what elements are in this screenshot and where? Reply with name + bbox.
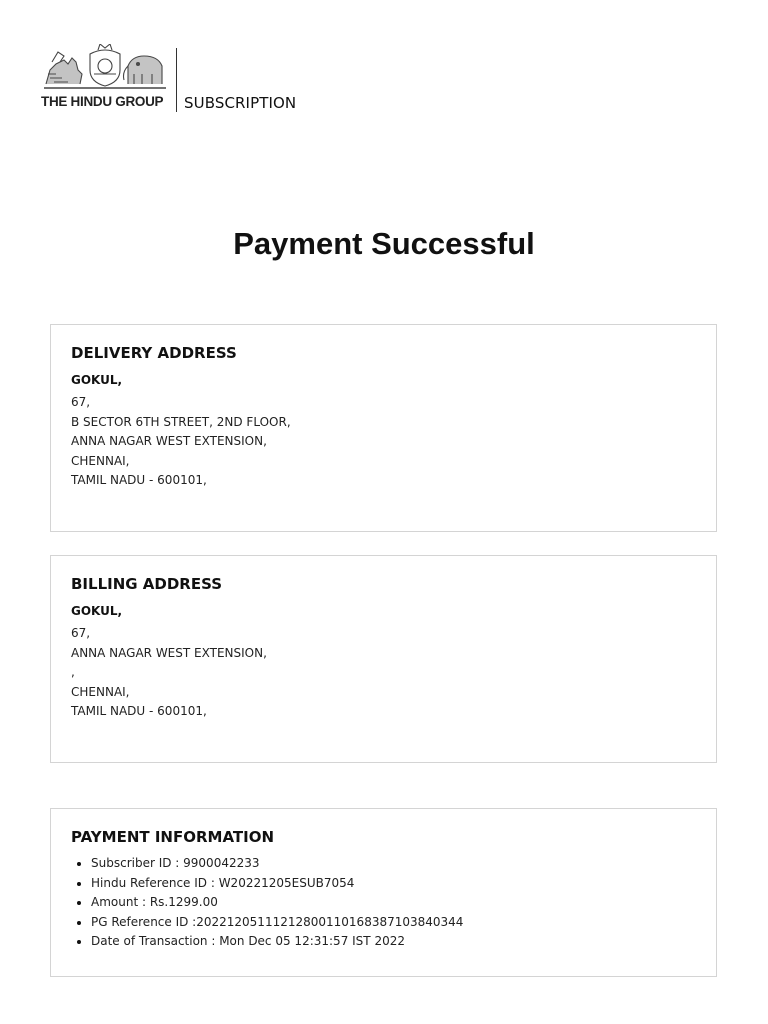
amount-item: • Amount : Rs.1299.00	[91, 893, 696, 913]
billing-address-lines	[71, 624, 696, 722]
billing-address-line: CHENNAI,	[71, 684, 130, 699]
billing-address-line: ,	[71, 665, 75, 679]
product-label: SUBSCRIPTION	[184, 94, 297, 112]
delivery-address-line: ANNA NAGAR WEST EXTENSION,	[71, 434, 267, 448]
billing-address-line: 67,	[71, 626, 91, 640]
billing-address-card	[50, 555, 717, 763]
delivery-address-line: CHENNAI,	[71, 453, 130, 468]
delivery-address-lines	[71, 393, 696, 491]
delivery-address-heading: DELIVERY ADDRESS	[71, 344, 237, 362]
brand-name: THE HINDU GROUP	[41, 94, 164, 109]
delivery-address-line: 67,	[71, 395, 91, 409]
billing-address-heading: BILLING ADDRESS	[71, 575, 223, 593]
subscriber-id-item: • Subscriber ID : 9900042233	[91, 854, 696, 874]
hindu-reference-id-item: • Hindu Reference ID : W20221205ESUB7054	[91, 874, 696, 894]
billing-address-name: GOKUL,	[71, 604, 123, 618]
delivery-address-card	[50, 324, 717, 532]
delivery-address-line: B SECTOR 6TH STREET, 2ND FLOOR,	[71, 414, 291, 429]
billing-address-line: TAMIL NADU - 600101,	[71, 704, 207, 718]
page-title: Payment Successful	[233, 226, 535, 261]
payment-information-heading: PAYMENT INFORMATION	[71, 828, 275, 846]
the-hindu-group-logo[interactable]	[40, 44, 168, 116]
header-divider	[176, 48, 177, 112]
billing-address-line: ANNA NAGAR WEST EXTENSION,	[71, 645, 267, 660]
emblem-icon	[42, 44, 168, 90]
payment-information-card	[50, 808, 717, 977]
transaction-date-item: • Date of Transaction : Mon Dec 05 12:31:57 IST 2022	[91, 932, 696, 952]
pg-reference-id-item: • PG Reference ID :20221205111212800110168387103840344	[91, 913, 696, 933]
delivery-address-name: GOKUL,	[71, 373, 123, 387]
delivery-address-line: TAMIL NADU - 600101,	[71, 473, 207, 487]
payment-information-list	[71, 854, 696, 952]
